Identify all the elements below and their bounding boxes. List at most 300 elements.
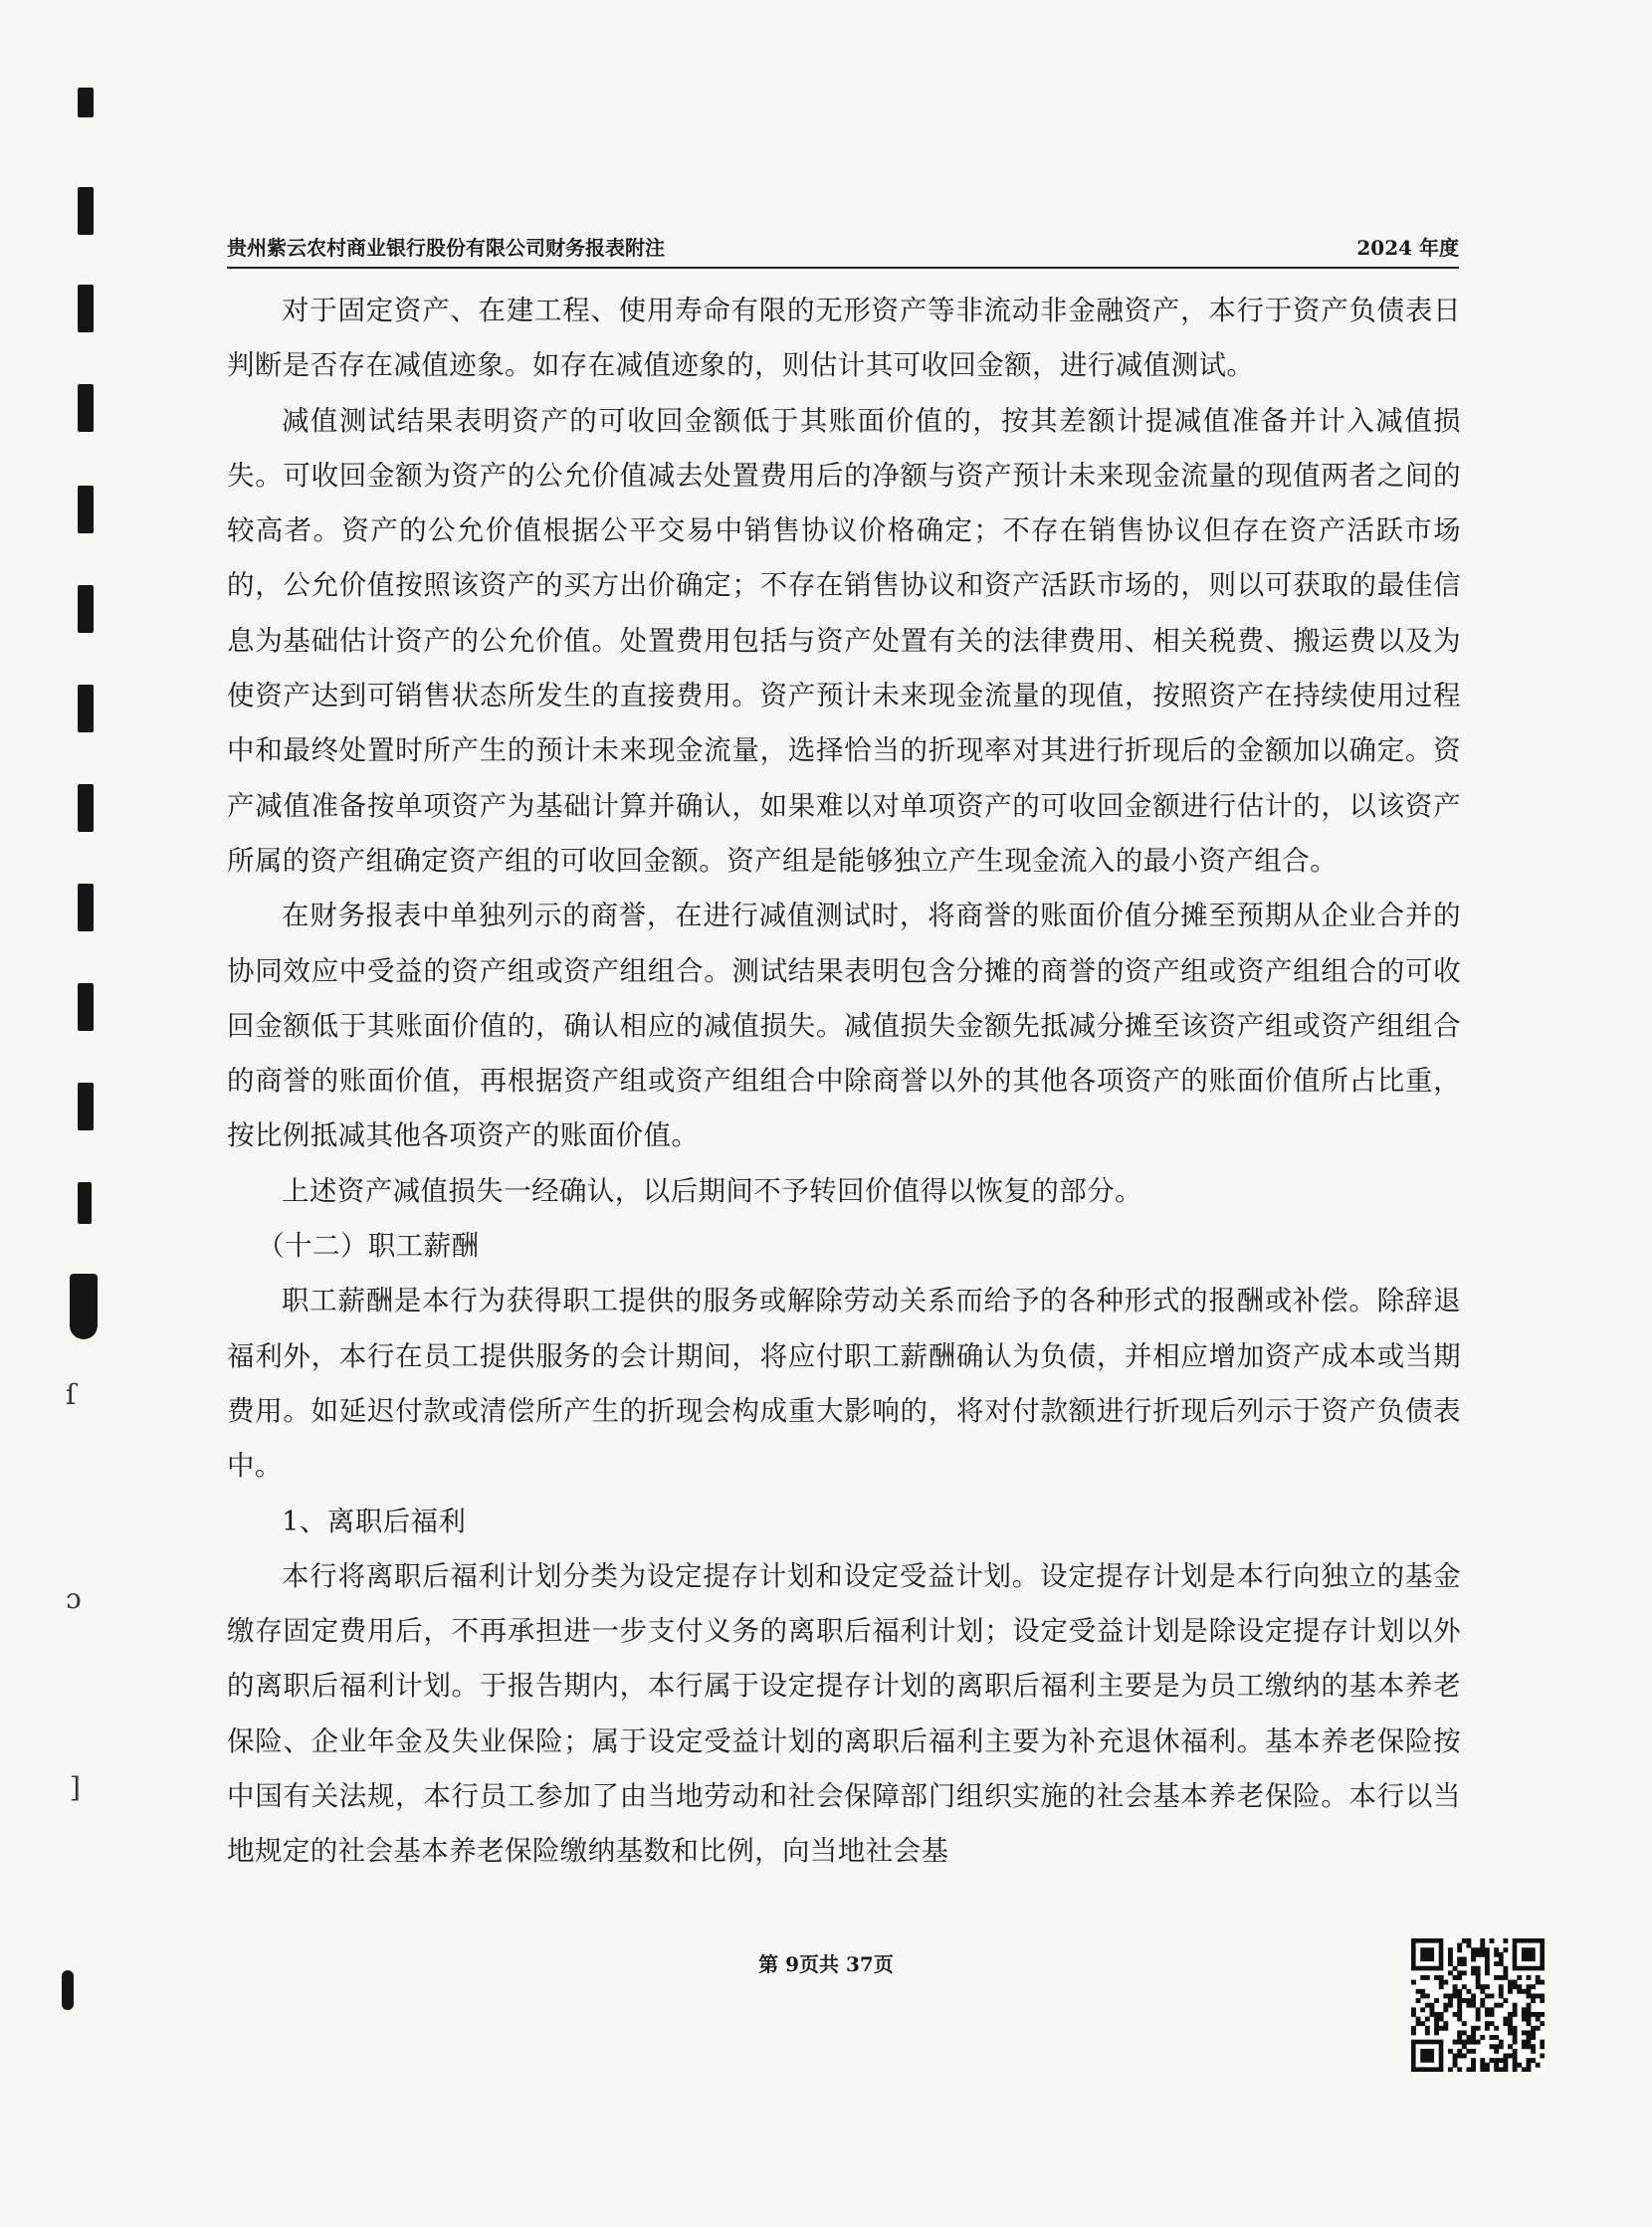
qr-module <box>1462 2030 1467 2035</box>
qr-module <box>1471 1956 1476 1961</box>
qr-module <box>1494 2003 1499 2008</box>
qr-module <box>1485 2063 1490 2068</box>
qr-module <box>1490 2012 1495 2017</box>
qr-module <box>1503 1970 1508 1975</box>
binding-mark <box>78 486 94 533</box>
qr-module <box>1494 1961 1499 1966</box>
qr-module <box>1490 2044 1495 2049</box>
qr-module <box>1480 2003 1485 2008</box>
qr-module <box>1471 2040 1476 2045</box>
qr-module <box>1527 2003 1532 2008</box>
qr-module <box>1527 2058 1532 2063</box>
qr-module <box>1457 2003 1462 2008</box>
qr-module <box>1434 2012 1439 2017</box>
qr-module <box>1531 1984 1536 1989</box>
qr-module <box>1480 1989 1485 1994</box>
qr-module <box>1527 2067 1532 2072</box>
qr-module <box>1527 1989 1532 1994</box>
qr-module <box>1476 1947 1481 1952</box>
qr-module <box>1508 2026 1513 2031</box>
qr-module <box>1499 1993 1504 1998</box>
qr-module <box>1527 1984 1532 1989</box>
qr-module <box>1457 2017 1462 2022</box>
qr-module <box>1443 2026 1448 2031</box>
qr-module <box>1439 1980 1444 1985</box>
qr-module <box>1531 2026 1536 2031</box>
qr-module <box>1416 1989 1421 1994</box>
paragraph: 减值测试结果表明资产的可收回金额低于其账面价值的，按其差额计提减值准备并计入减值损失。可收回金额为资产的公允价值减去处置费用后的净额与资产预计未来现金流量的现值两者之间的较高者。资产的公允价值根据公平交易中销售协议价格确定；不存在销售协议但存在资产活跃市场的，公允价值按照该资产的买方出价确定；不存在销售协议和资产活跃市场的，则以可获取的最佳信息为基础估计资产的公允价值。处置费用包括与资产处置有关的法律费用、相关税费、搬运费以及为使资产达到可销售状态所发生的直接费用。资产预计未来现金流量的现值，按照资产在持续使用过程中和最终处置时所产生的预计未来现金流量，选择恰当的折现率对其进行折现后的金额加以确定。资产减值准备按单项资产为基础计算并确认，如果难以对单项资产的可收回金额进行估计的，以该资产所属的资产组确定资产组的可收回金额。资产组是能够独立产生现金流入的最小资产组合。 <box>227 404 1461 877</box>
qr-module <box>1522 2040 1527 2045</box>
qr-module <box>1485 2021 1490 2026</box>
qr-module <box>1536 2012 1541 2017</box>
qr-finder-pattern <box>1420 1947 1434 1961</box>
qr-module <box>1494 1952 1499 1957</box>
qr-module <box>1448 1970 1453 1975</box>
qr-module <box>1411 1980 1416 1985</box>
qr-module <box>1513 2040 1518 2045</box>
qr-module <box>1494 2035 1499 2040</box>
qr-module <box>1503 2054 1508 2059</box>
qr-module <box>1513 2063 1518 2068</box>
qr-module <box>1513 2067 1518 2072</box>
qr-module <box>1466 1998 1471 2003</box>
qr-module <box>1485 1956 1490 1961</box>
scan-artifact: ] <box>70 1771 81 1804</box>
qr-module <box>1425 2003 1430 2008</box>
qr-module <box>1513 2030 1518 2035</box>
qr-module <box>1476 1975 1481 1980</box>
qr-module <box>1416 2021 1421 2026</box>
qr-module <box>1490 1938 1495 1943</box>
qr-module <box>1540 1980 1545 1985</box>
qr-module <box>1494 2058 1499 2063</box>
qr-module <box>1448 1952 1453 1957</box>
qr-module <box>1462 2054 1467 2059</box>
qr-module <box>1499 1975 1504 1980</box>
qr-module <box>1457 1947 1462 1952</box>
qr-module <box>1480 2035 1485 2040</box>
qr-code-graphic <box>1411 1938 1545 2072</box>
qr-module <box>1540 2040 1545 2045</box>
qr-module <box>1457 1970 1462 1975</box>
qr-module <box>1439 2017 1444 2022</box>
binding-mark <box>78 384 94 432</box>
qr-module <box>1485 2067 1490 2072</box>
qr-module <box>1457 1989 1462 1994</box>
qr-module <box>1448 2003 1453 2008</box>
qr-module <box>1531 2058 1536 2063</box>
qr-module <box>1476 2017 1481 2022</box>
qr-module <box>1434 2021 1439 2026</box>
qr-module <box>1443 2007 1448 2012</box>
qr-module <box>1540 2012 1545 2017</box>
qr-module <box>1499 2040 1504 2045</box>
qr-module <box>1480 2058 1485 2063</box>
qr-module <box>1471 2058 1476 2063</box>
qr-module <box>1499 2067 1504 2072</box>
qr-module <box>1513 2007 1518 2012</box>
binding-mark <box>78 1182 92 1224</box>
qr-module <box>1527 2012 1532 2017</box>
qr-module <box>1434 1998 1439 2003</box>
binding-mark <box>78 1083 94 1130</box>
qr-module <box>1457 1975 1462 1980</box>
qr-module <box>1517 2063 1522 2068</box>
qr-module <box>1466 2049 1471 2054</box>
qr-module <box>1503 2067 1508 2072</box>
qr-module <box>1448 1961 1453 1966</box>
qr-module <box>1540 2021 1545 2026</box>
qr-module <box>1457 1993 1462 1998</box>
qr-module <box>1462 1938 1467 1943</box>
qr-module <box>1494 2063 1499 2068</box>
qr-module <box>1513 2058 1518 2063</box>
qr-module <box>1471 2026 1476 2031</box>
qr-module <box>1527 2063 1532 2068</box>
qr-module <box>1494 2067 1499 2072</box>
qr-module <box>1448 1998 1453 2003</box>
page-header <box>227 227 1459 269</box>
qr-module <box>1457 2035 1462 2040</box>
qr-module <box>1536 2026 1541 2031</box>
qr-module <box>1448 2049 1453 2054</box>
qr-module <box>1457 2030 1462 2035</box>
qr-module <box>1448 1947 1453 1952</box>
qr-module <box>1513 2003 1518 2008</box>
qr-module <box>1471 2035 1476 2040</box>
qr-module <box>1485 1993 1490 1998</box>
subsection-heading: 1、离职后福利 <box>282 1505 467 1537</box>
qr-module <box>1466 2003 1471 2008</box>
qr-module <box>1480 2067 1485 2072</box>
qr-module <box>1490 2058 1495 2063</box>
qr-module <box>1443 2003 1448 2008</box>
paragraph: 在财务报表中单独列示的商誉，在进行减值测试时，将商誉的账面价值分摊至预期从企业合并的协同效应中受益的资产组或资产组组合。测试结果表明包含分摊的商誉的资产组或资产组组合的可收回金额低于其账面价值的，确认相应的减值损失。减值损失金额先抵减分摊至该资产组或资产组组合的商誉的账面价值，再根据资产组或资产组组合中除商誉以外的其他各项资产的账面价值所占比重，按比例抵减其他各项资产的账面价值。 <box>227 900 1461 1152</box>
qr-module <box>1457 1961 1462 1966</box>
qr-module <box>1503 2063 1508 2068</box>
qr-module <box>1513 2035 1518 2040</box>
qr-module <box>1527 2007 1532 2012</box>
qr-module <box>1508 1980 1513 1985</box>
qr-module <box>1508 2054 1513 2059</box>
qr-module <box>1462 2021 1467 2026</box>
qr-module <box>1499 1961 1504 1966</box>
qr-module <box>1527 2021 1532 2026</box>
qr-module <box>1485 1984 1490 1989</box>
qr-module <box>1480 1984 1485 1989</box>
qr-module <box>1457 1943 1462 1948</box>
qr-module <box>1540 2054 1545 2059</box>
qr-module <box>1457 2007 1462 2012</box>
qr-module <box>1439 1975 1444 1980</box>
qr-module <box>1411 2026 1416 2031</box>
qr-module <box>1499 2058 1504 2063</box>
qr-module <box>1462 1961 1467 1966</box>
qr-module <box>1471 2049 1476 2054</box>
qr-module <box>1522 2067 1527 2072</box>
qr-module <box>1439 1984 1444 1989</box>
qr-module <box>1508 2012 1513 2017</box>
document-title: 贵州紫云农村商业银行股份有限公司财务报表附注 <box>227 236 665 260</box>
qr-module <box>1480 2063 1485 2068</box>
qr-module <box>1471 1952 1476 1957</box>
qr-module <box>1503 1938 1508 1943</box>
qr-module <box>1499 2003 1504 2008</box>
scan-artifact: ɔ <box>66 1582 82 1615</box>
qr-module <box>1494 2049 1499 2054</box>
qr-module <box>1443 1993 1448 1998</box>
qr-module <box>1531 2044 1536 2049</box>
qr-module <box>1536 1980 1541 1985</box>
qr-module <box>1494 1947 1499 1952</box>
qr-module <box>1503 2058 1508 2063</box>
qr-module <box>1522 2007 1527 2012</box>
qr-module <box>1453 1989 1458 1994</box>
qr-module <box>1471 1993 1476 1998</box>
qr-module <box>1522 1989 1527 1994</box>
qr-module <box>1453 2054 1458 2059</box>
qr-module <box>1457 1956 1462 1961</box>
qr-module <box>1457 2040 1462 2045</box>
qr-module <box>1420 1989 1425 1994</box>
binding-mark <box>78 884 94 931</box>
qr-module <box>1508 1984 1513 1989</box>
qr-module <box>1476 2040 1481 2045</box>
qr-module <box>1466 1943 1471 1948</box>
qr-module <box>1425 2026 1430 2031</box>
qr-module <box>1439 2026 1444 2031</box>
qr-module <box>1453 1993 1458 1998</box>
qr-module <box>1443 2021 1448 2026</box>
qr-module <box>1499 1952 1504 1957</box>
qr-module <box>1434 2026 1439 2031</box>
qr-module <box>1485 1947 1490 1952</box>
qr-module <box>1471 2003 1476 2008</box>
binding-mark <box>78 585 94 633</box>
qr-module <box>1425 1993 1430 1998</box>
paragraph: 本行将离职后福利计划分类为设定提存计划和设定受益计划。设定提存计划是本行向独立的基金缴存固定费用后，不再承担进一步支付义务的离职后福利计划；设定受益计划是除设定提存计划以外的离职后福利计划。于报告期内，本行属于设定提存计划的离职后福利主要是为员工缴纳的基本养老保险、企业年金及失业保险；属于设定受益计划的离职后福利主要为补充退休福利。基本养老保险按中国有关法规，本行员工参加了由当地劳动和社会保障部门组织实施的社会基本养老保险。本行以当地规定的社会基本养老保险缴纳基数和比例，向当地社会基 <box>227 1559 1461 1868</box>
qr-module <box>1420 1975 1425 1980</box>
qr-module <box>1517 1989 1522 1994</box>
qr-module <box>1476 1952 1481 1957</box>
qr-module <box>1503 2021 1508 2026</box>
qr-module <box>1471 2030 1476 2035</box>
qr-module <box>1531 2035 1536 2040</box>
qr-module <box>1531 2030 1536 2035</box>
qr-module <box>1485 1952 1490 1957</box>
qr-module <box>1416 1998 1421 2003</box>
qr-module <box>1466 2035 1471 2040</box>
qr-module <box>1494 1975 1499 1980</box>
qr-module <box>1457 2067 1462 2072</box>
qr-module <box>1485 1961 1490 1966</box>
binding-mark <box>78 187 94 235</box>
qr-module <box>1503 1975 1508 1980</box>
qr-module <box>1513 1980 1518 1985</box>
qr-module <box>1531 1993 1536 1998</box>
qr-module <box>1462 1984 1467 1989</box>
qr-module <box>1416 2017 1421 2022</box>
qr-module <box>1457 2049 1462 2054</box>
qr-module <box>1522 2044 1527 2049</box>
qr-module <box>1531 2012 1536 2017</box>
qr-module <box>1517 1984 1522 1989</box>
qr-module <box>1425 1975 1430 1980</box>
qr-module <box>1476 1966 1481 1971</box>
qr-module <box>1503 1947 1508 1952</box>
qr-module <box>1503 1998 1508 2003</box>
binding-mark <box>78 685 94 732</box>
qr-module <box>1540 2044 1545 2049</box>
qr-module <box>1540 1993 1545 1998</box>
qr-module <box>1457 2054 1462 2059</box>
qr-module <box>1536 2063 1541 2068</box>
qr-module <box>1453 2012 1458 2017</box>
binding-mark <box>78 285 94 332</box>
qr-module <box>1466 1938 1471 1943</box>
paragraph: 对于固定资产、在建工程、使用寿命有限的无形资产等非流动非金融资产，本行于资产负债表日判断是否存在减值迹象。如存在减值迹象的，则估计其可收回金额，进行减值测试。 <box>227 295 1461 382</box>
page-number: 第 9页共 37页 <box>758 1952 894 1976</box>
qr-module <box>1411 2012 1416 2017</box>
qr-module <box>1508 2044 1513 2049</box>
qr-module <box>1462 1956 1467 1961</box>
qr-module <box>1499 1956 1504 1961</box>
qr-module <box>1490 2007 1495 2012</box>
qr-module <box>1508 1989 1513 1994</box>
paragraph: 职工薪酬是本行为获得职工提供的服务或解除劳动关系而给予的各种形式的报酬或补偿。除辞退福利外，本行在员工提供服务的会计期间，将应付职工薪酬确认为负债，并相应增加资产成本或当期费用。如延迟付款或清偿所产生的折现会构成重大影响的，将对付款额进行折现后列示于资产负债表中。 <box>227 1285 1461 1483</box>
qr-module <box>1439 2012 1444 2017</box>
qr-module <box>1429 2012 1434 2017</box>
qr-module <box>1485 2026 1490 2031</box>
qr-module <box>1466 2040 1471 2045</box>
paragraph: 上述资产减值损失一经确认，以后期间不予转回价值得以恢复的部分。 <box>282 1174 1142 1207</box>
qr-module <box>1531 1998 1536 2003</box>
qr-module <box>1522 2012 1527 2017</box>
qr-module <box>1522 2017 1527 2022</box>
qr-module <box>1522 2030 1527 2035</box>
qr-module <box>1457 2012 1462 2017</box>
binding-mark <box>70 1274 98 1339</box>
qr-module <box>1480 1938 1485 1943</box>
qr-module <box>1462 2044 1467 2049</box>
qr-module <box>1448 1956 1453 1961</box>
qr-module <box>1476 1984 1481 1989</box>
qr-module <box>1453 2040 1458 2045</box>
qr-module <box>1453 2063 1458 2068</box>
qr-module <box>1429 2003 1434 2008</box>
report-year: 2024 年度 <box>1356 236 1459 260</box>
qr-module <box>1513 1984 1518 1989</box>
qr-module <box>1420 2021 1425 2026</box>
qr-module <box>1490 1993 1495 1998</box>
qr-finder-pattern <box>1420 2049 1434 2063</box>
qr-module <box>1448 1993 1453 1998</box>
qr-module <box>1490 2035 1495 2040</box>
qr-module <box>1453 1984 1458 1989</box>
qr-module <box>1536 1975 1541 1980</box>
qr-code <box>1411 1938 1545 2072</box>
qr-module <box>1490 2021 1495 2026</box>
qr-module <box>1485 1966 1490 1971</box>
qr-module <box>1476 2026 1481 2031</box>
binding-mark <box>78 784 94 832</box>
qr-module <box>1471 1970 1476 1975</box>
qr-module <box>1462 1970 1467 1975</box>
qr-module <box>1476 2012 1481 2017</box>
qr-module <box>1480 1952 1485 1957</box>
qr-module <box>1462 2040 1467 2045</box>
qr-module <box>1434 1975 1439 1980</box>
qr-module <box>1494 2026 1499 2031</box>
qr-module <box>1513 2054 1518 2059</box>
qr-module <box>1503 1966 1508 1971</box>
qr-module <box>1434 2017 1439 2022</box>
qr-module <box>1527 2044 1532 2049</box>
scan-artifact: ſ <box>66 1378 77 1411</box>
qr-module <box>1527 2035 1532 2040</box>
qr-module <box>1411 2007 1416 2012</box>
qr-module <box>1527 1993 1532 1998</box>
qr-module <box>1494 2044 1499 2049</box>
qr-module <box>1527 1975 1532 1980</box>
qr-module <box>1476 2007 1481 2012</box>
qr-module <box>1420 1993 1425 1998</box>
qr-module <box>1471 1998 1476 2003</box>
qr-module <box>1485 1970 1490 1975</box>
qr-module <box>1513 2026 1518 2031</box>
qr-module <box>1508 2030 1513 2035</box>
qr-module <box>1476 1970 1481 1975</box>
qr-module <box>1471 1966 1476 1971</box>
binding-mark <box>78 88 94 117</box>
qr-module <box>1466 2067 1471 2072</box>
qr-module <box>1434 2030 1439 2035</box>
qr-module <box>1513 2012 1518 2017</box>
qr-module <box>1517 1975 1522 1980</box>
qr-module <box>1499 1989 1504 1994</box>
qr-module <box>1531 2049 1536 2054</box>
qr-module <box>1425 2030 1430 2035</box>
qr-module <box>1503 2017 1508 2022</box>
qr-module <box>1527 2017 1532 2022</box>
qr-module <box>1485 2007 1490 2012</box>
qr-module <box>1453 2058 1458 2063</box>
document-body <box>227 284 1461 1880</box>
qr-module <box>1527 2040 1532 2045</box>
qr-module <box>1508 2017 1513 2022</box>
qr-module <box>1527 2030 1532 2035</box>
qr-module <box>1425 2017 1430 2022</box>
qr-module <box>1536 1993 1541 1998</box>
qr-module <box>1466 1989 1471 1994</box>
qr-module <box>1471 2067 1476 2072</box>
qr-module <box>1429 2007 1434 2012</box>
qr-module <box>1471 2063 1476 2068</box>
qr-module <box>1457 1998 1462 2003</box>
qr-module <box>1462 1998 1467 2003</box>
qr-finder-pattern <box>1522 1947 1536 1961</box>
qr-module <box>1471 1947 1476 1952</box>
binding-mark <box>78 983 94 1031</box>
qr-module <box>1536 2017 1541 2022</box>
qr-module <box>1453 1966 1458 1971</box>
qr-module <box>1508 2021 1513 2026</box>
qr-module <box>1480 1998 1485 2003</box>
qr-module <box>1499 1984 1504 1989</box>
qr-module <box>1499 2044 1504 2049</box>
qr-module <box>1411 2030 1416 2035</box>
page-footer <box>0 1948 1652 1977</box>
